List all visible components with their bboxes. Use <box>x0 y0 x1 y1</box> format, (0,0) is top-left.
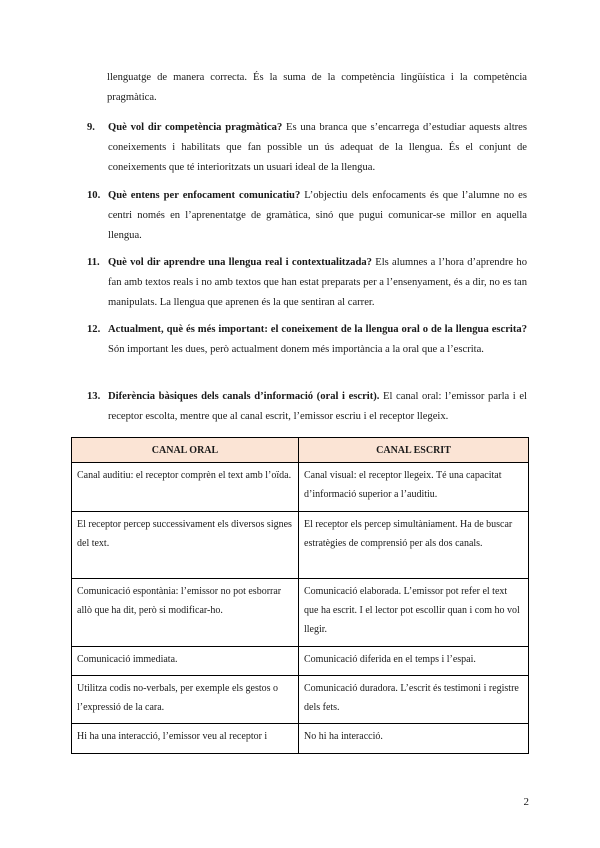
item-number: 11. <box>87 257 100 268</box>
header-written-channel: CANAL ESCRIT <box>299 438 529 463</box>
item-question: Què vol dir aprendre una llengua real i contextualitzada? <box>108 257 372 268</box>
item-question: Diferència bàsiques dels canals d’informació (oral i escrit). <box>108 391 380 402</box>
item-question: Què vol dir competència pragmàtica? <box>108 122 283 133</box>
item-question: Actualment, què és més important: el coneixement de la llengua oral o de la llengua escrita? <box>108 324 527 335</box>
table-cell: No hi ha interacció. <box>299 724 529 754</box>
table-cell: Canal visual: el receptor llegeix. Té una capacitat d’informació superior a l’auditiu. <box>299 463 529 512</box>
item-answer: L’objectiu dels enfocaments és que l’alumne no es centri només en l’aprenentatge de gramàtica, sinó que pugui comunicar-se millor en aquella llengua. <box>108 190 527 241</box>
continuation-paragraph: llenguatge de manera correcta. És la suma de la competència lingüística i la competència pragmàtica. <box>107 72 527 103</box>
table-cell: Utilitza codis no-verbals, per exemple els gestos o l’expressió de la cara. <box>72 676 299 724</box>
table-row <box>72 512 529 579</box>
item-number: 12. <box>87 324 101 335</box>
table-row <box>72 676 529 724</box>
list-item-13 <box>87 387 527 427</box>
table-row <box>72 579 529 647</box>
table-row <box>72 724 529 754</box>
list-item-9 <box>87 118 527 178</box>
item-question: Què entens per enfocament comunicatiu? <box>108 190 301 201</box>
table-cell: Comunicació diferida en el temps i l’espai. <box>299 647 529 676</box>
item-answer: Són important les dues, però actualment donem més importància a la oral que a l’escrita. <box>108 344 484 355</box>
table-cell: El receptor percep successivament els diversos signes del text. <box>72 512 299 579</box>
item-number: 10. <box>87 190 101 201</box>
table-row <box>72 647 529 676</box>
table-row <box>72 463 529 512</box>
table-cell: Comunicació immediata. <box>72 647 299 676</box>
list-item-12 <box>87 320 527 360</box>
table-cell: Canal auditiu: el receptor comprèn el text amb l’oïda. <box>72 463 299 512</box>
list-item-10 <box>87 186 527 246</box>
item-answer: Els alumnes a l’hora d’aprendre ho fan amb textos reals i no amb textos que han estat preparats per a l’ensenyament, és a dir, no es tan manipulats. La llengua que aprenen és la que sentiran al carrer. <box>108 257 528 308</box>
header-oral-channel: CANAL ORAL <box>72 438 299 463</box>
table-cell: Comunicació duradora. L’escrit és testimoni i registre dels fets. <box>299 676 529 724</box>
item-answer: Es una branca que s’encarrega d’estudiar aquests altres coneixements i habilitats que fan possible un ús adequat de la llengua. És el conjunt de coneixements que té interioritzats un usuari ideal de la llengua. <box>108 122 527 173</box>
item-number: 13. <box>87 391 101 402</box>
table-header-row <box>72 438 529 463</box>
table-cell: El receptor els percep simultàniament. Ha de buscar estratègies de comprensió per als dos canals. <box>299 512 529 579</box>
page-number: 2 <box>523 796 529 808</box>
item-answer: El canal oral: l’emissor parla i el receptor escolta, mentre que al canal escrit, l’emissor escriu i el receptor llegeix. <box>108 391 527 422</box>
list-item-11 <box>87 253 527 313</box>
channels-comparison-table <box>71 437 529 754</box>
table-cell: Comunicació espontània: l’emissor no pot esborrar allò que ha dit, però si modificar-ho. <box>72 579 299 647</box>
table-cell: Hi ha una interacció, l’emissor veu al receptor i <box>72 724 299 754</box>
table-cell: Comunicació elaborada. L’emissor pot refer el text que ha escrit. I el lector pot escollir quan i com ho vol llegir. <box>299 579 529 647</box>
item-number: 9. <box>87 122 95 133</box>
